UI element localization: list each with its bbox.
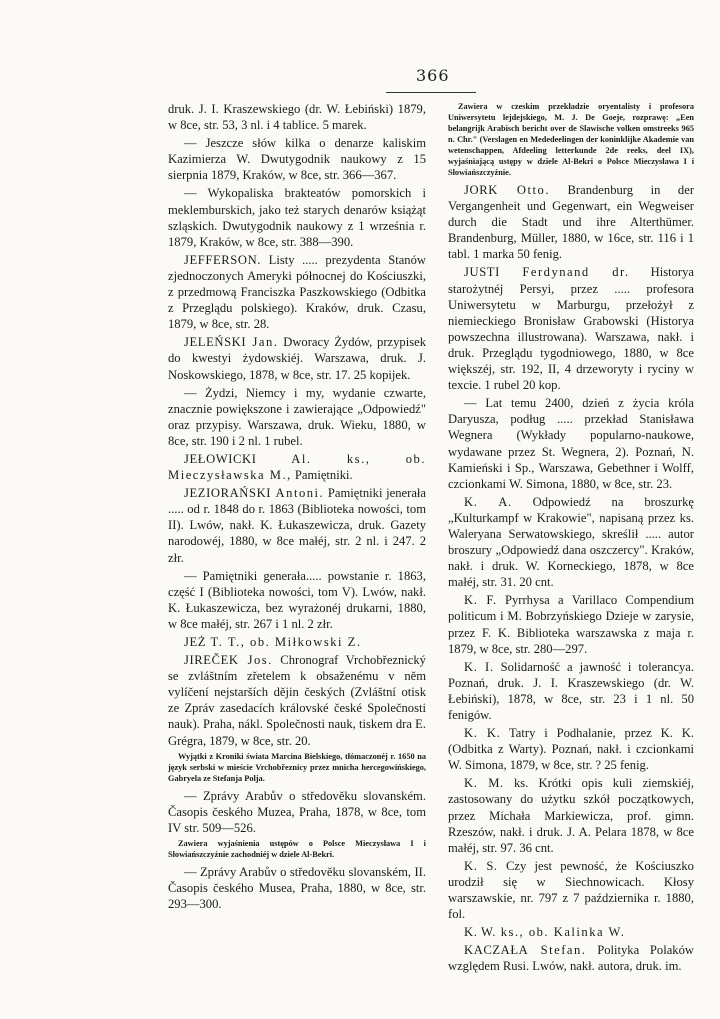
entry-heading: JEŁOWICKI bbox=[184, 451, 257, 466]
entry-heading: K. M. bbox=[464, 776, 504, 791]
entry-text: — Pamiętniki generała..... powstanie r. 1863, część I (Biblioteka nowości, tom V). Lwów, nakł. K. Łukaszewicza, bez wyrażonéj drukarni, 1880, w 8ce małéj, str. 267 i 1 nl. 2 złr. bbox=[168, 568, 426, 631]
bibliography-entry bbox=[168, 334, 426, 382]
bibliography-entry bbox=[168, 634, 426, 650]
entry-text: Pyrrhysa a Varillaco Compendium politicum i M. Bobrzyńskiego Dzieje w zarysie, przez F. K. Biblioteka warszawska z maja r. 1879, w 8ce, str. 280—297. bbox=[448, 593, 694, 656]
bibliography-entry bbox=[168, 135, 426, 183]
entry-author-name: ks., ob. Kalinka W. bbox=[496, 925, 626, 940]
entry-text: — Wykopaliska brakteatów pomorskich i meklemburskich, jako też starych denarów książąt szląskich. Dwutygodnik naukowy z 1 września r. 1879, Kraków, w 8ce, str. 388—390. bbox=[168, 186, 426, 249]
bibliography-entry bbox=[448, 775, 694, 855]
entry-author-name: Antoni. bbox=[271, 486, 325, 501]
bibliography-entry bbox=[448, 264, 694, 393]
entry-heading: K. W. bbox=[464, 925, 497, 940]
entry-text: Chronograf Vrchobřeznický se zvláštním zřetelem k obsaženému v něm vylíčení nejstarších dějin českých (Zvláštní otisk ze Zpráv zasedacích královské české Společnosti nauk). Praha, nákl. Společnosti nauk, tiskem dra E. Grégra, 1879, w 8ce, str. 20. bbox=[168, 653, 426, 748]
bibliography-entry bbox=[448, 924, 694, 940]
bibliography-entry bbox=[168, 185, 426, 249]
entry-text: ks. Krótki opis kuli ziemskiéj, zastosowany do użytku szkół początkowych, przez Michała Markiewicza, prof. gimn. Rzeszów, nakł. i druk. J. A. Pelara 1878, w 8ce małéj, str. 97. 36 cnt. bbox=[448, 776, 694, 855]
page-number-rule bbox=[386, 92, 476, 93]
entry-text: Listy ..... prezydenta Stanów zjednoczonych Ameryki północnej do Kościuszki, z przedmową Franciszka Paszkowskiego (Odbitka z Przeglądu polskiego). Kraków, druk. Czasu, 1879, w 8ce, str. 28. bbox=[168, 252, 426, 332]
entry-text: Pamiętniki jenerała ..... od r. 1848 do r. 1863 (Biblioteka nowości, tom II). Lwów, nakł. K. Łukaszewicza, druk. Gazety narodowéj, 1880, w 8ce małéj, str. 2 nl. i 247. 2 złr. bbox=[168, 486, 426, 565]
entry-heading: KACZAŁA bbox=[464, 943, 529, 958]
annotation-note: Zawiera wyjaśnienia ustępów o Polsce Mieczysława I i Słowiańszczyźnie zachodniéj w dziele Al-Bekri. bbox=[168, 838, 426, 859]
bibliography-entry bbox=[168, 485, 426, 565]
left-column bbox=[168, 101, 426, 914]
entry-text: — Jeszcze słów kilka o denarze kaliskim Kazimierza W. Dwutygodnik naukowy z 15 sierpnia 1879, Kraków, w 8ce, str. 366—367. bbox=[168, 136, 426, 183]
annotation-note: Zawiera w czeskim przekładzie oryentalisty i profesora Uniwersytetu lejdejskiego, M. J. De Goeje, rozprawę: „Een belangrijk Arabisch bericht over de Slawische volken omstreeks 965 n. Chr." (Verslagen en Mededeelingen der koninklijke Akademie van wetenschappen, Afdeeling letterkunde 2de reeks, deel IX), wyjaśniającą ustępy w dziele Al-Bekri o Polsce Mieczysława I i Słowiańszczyźnie. bbox=[448, 102, 694, 177]
bibliography-entry bbox=[448, 182, 694, 262]
entry-heading: K. I. bbox=[464, 659, 494, 674]
bibliography-entry bbox=[168, 101, 426, 133]
right-column bbox=[448, 101, 694, 977]
bibliography-entry bbox=[448, 725, 694, 773]
entry-text: Czy jest pewność, że Kościuszko urodził się w Siechnowicach. Kłosy warszawskie, nr. 797 z 7 października r. 1880, fol. bbox=[448, 858, 694, 922]
entry-heading: JEFFERSON. bbox=[184, 252, 262, 267]
entry-text: Historya starożytnéj Persyi, przez ..... profesora Uniwersytetu w Marburgu, przełożył z niemieckiego Bronisław Grabowski (Historya powszechna illustrowana). Warszawa, nakł. i druk. Przeglądu tygodniowego, 1880, w 8ce większéj, str. 192, II, 4 drzeworyty i ryciny w texcie. 1 rubel 20 kop. bbox=[448, 265, 694, 393]
entry-text: Solidarność a jawność i tolerancya. Poznań, druk. J. I. Kraszewskiego (dr. W. Łebiński), 1878, w 8ce, str. 23 i 1 nl. 50 fenigów. bbox=[448, 659, 695, 722]
entry-author-name: Stefan. bbox=[528, 943, 587, 958]
entry-heading: JEZIORAŃSKI bbox=[184, 486, 272, 501]
entry-heading: K. A. bbox=[464, 494, 512, 509]
bibliography-entry bbox=[448, 659, 694, 723]
bibliography-entry bbox=[168, 788, 426, 836]
entry-heading: K. F. bbox=[464, 593, 497, 608]
entry-author-name: Otto. bbox=[497, 183, 550, 197]
entry-text: — Żydzi, Niemcy i my, wydanie czwarte, znacznie powiększone i zawierające „Odpowiedź" oraz przypisy. Warszawa, druk. Wieku, 1880, w 8ce, str. 190 i 2 nl. 1 rubel. bbox=[168, 385, 426, 448]
bibliography-entry bbox=[448, 494, 694, 591]
bibliography-entry bbox=[168, 652, 426, 749]
entry-author-name: Jos. bbox=[238, 653, 273, 668]
entry-heading: K. K. bbox=[464, 726, 501, 741]
entry-author-name: Ferdynand dr. bbox=[499, 265, 630, 280]
bibliography-entry bbox=[448, 858, 694, 922]
bibliography-entry bbox=[448, 395, 694, 492]
entry-heading: JIREČEK bbox=[184, 653, 239, 668]
entry-text: Polityka Polaków względem Rusi. Lwów, nakł. autora, druk. im. bbox=[448, 943, 694, 974]
entry-text: Pamiętniki. bbox=[291, 468, 353, 483]
entry-text: Brandenburg in der Vergangenheit und Gegenwart, ein Wegweiser durch die Stadt und ihre Alterthümer. Brandenburg, Müller, 1880, w 16ce, str. 116 i 1 tabl. 1 marka 50 fenig. bbox=[448, 183, 695, 262]
entry-text: — Zprávy Arabův o středověku slovanském. Časopis českého Muzea, Praha, 1878, w 8ce, tom IV str. 509—526. bbox=[168, 788, 426, 835]
bibliography-entry bbox=[168, 451, 426, 483]
entry-heading: JEŻ bbox=[184, 635, 207, 649]
entry-text: Tatry i Podhalanie, przez K. K. (Odbitka z Warty). Poznań, nakł. i czcionkami W. Simona, 1879, w 8ce, str. ? 25 fenig. bbox=[448, 726, 694, 773]
entry-text: druk. J. I. Kraszewskiego (dr. W. Łebiński) 1879, w 8ce, str. 53, 3 nl. i 4 tablice. 5 marek. bbox=[168, 102, 426, 133]
bibliography-entry bbox=[448, 942, 694, 974]
entry-heading: K. S. bbox=[464, 858, 498, 873]
entry-text: — Lat temu 2400, dzień z życia króla Daryusza, podług ..... przekład Stanisława Wegnera (Wykłady popularno-naukowe, wydawane przez St. Wegnera, 2). Poznań, N. Kamieński i Sp., Warszawa, Gebethner i Wolff, czcionkami W. Simona, 1880, w 8ce, str. 23. bbox=[448, 396, 694, 491]
bibliography-entry bbox=[168, 252, 426, 332]
bibliography-entry bbox=[448, 592, 694, 656]
bibliography-entry bbox=[168, 568, 426, 632]
entry-text: Odpowiedź na broszurkę „Kulturkampf w Krakowie", napisaną przez ks. Waleryana Serwatowskiego, skreślił ..... autor broszury „Odpowiedź dana oszczercy". Kraków, nakł. i druk. W. Korneckiego, 1878, w 8ce małéj, str. 31. 20 cnt. bbox=[448, 494, 694, 590]
bibliography-entry bbox=[168, 864, 426, 912]
entry-author-name: T. T., ob. Miłkowski Z. bbox=[206, 635, 362, 649]
entry-heading: JELEŃSKI bbox=[184, 335, 247, 350]
entry-text: — Zprávy Arabův o středověku slovanském, II. Časopis českého Musea, Praha, 1880, w 8ce, str. 293—300. bbox=[168, 864, 426, 912]
entry-author-name: Al. ks., ob. Mieczysławska M., bbox=[168, 451, 426, 483]
annotation-note: Wyjątki z Kroniki świata Marcina Bielskiego, tłómaczonéj r. 1650 na język serbski w mieście Vrchobřeznicy przez mnicha hercegowińskiego, Gabryela ze Stefanja Polja. bbox=[168, 751, 426, 783]
bibliography-entry bbox=[168, 385, 426, 449]
entry-heading: JUSTI bbox=[464, 265, 500, 280]
entry-heading: JORK bbox=[464, 183, 498, 197]
entry-author-name: Jan. bbox=[246, 335, 279, 350]
entry-text: Dworacy Żydów, przypisek do kwestyi żydowskiéj. Warszawa, druk. J. Noskowskiego, 1878, w 8ce, str. 17. 25 kopijek. bbox=[168, 335, 426, 382]
page-number: 366 bbox=[416, 66, 450, 85]
